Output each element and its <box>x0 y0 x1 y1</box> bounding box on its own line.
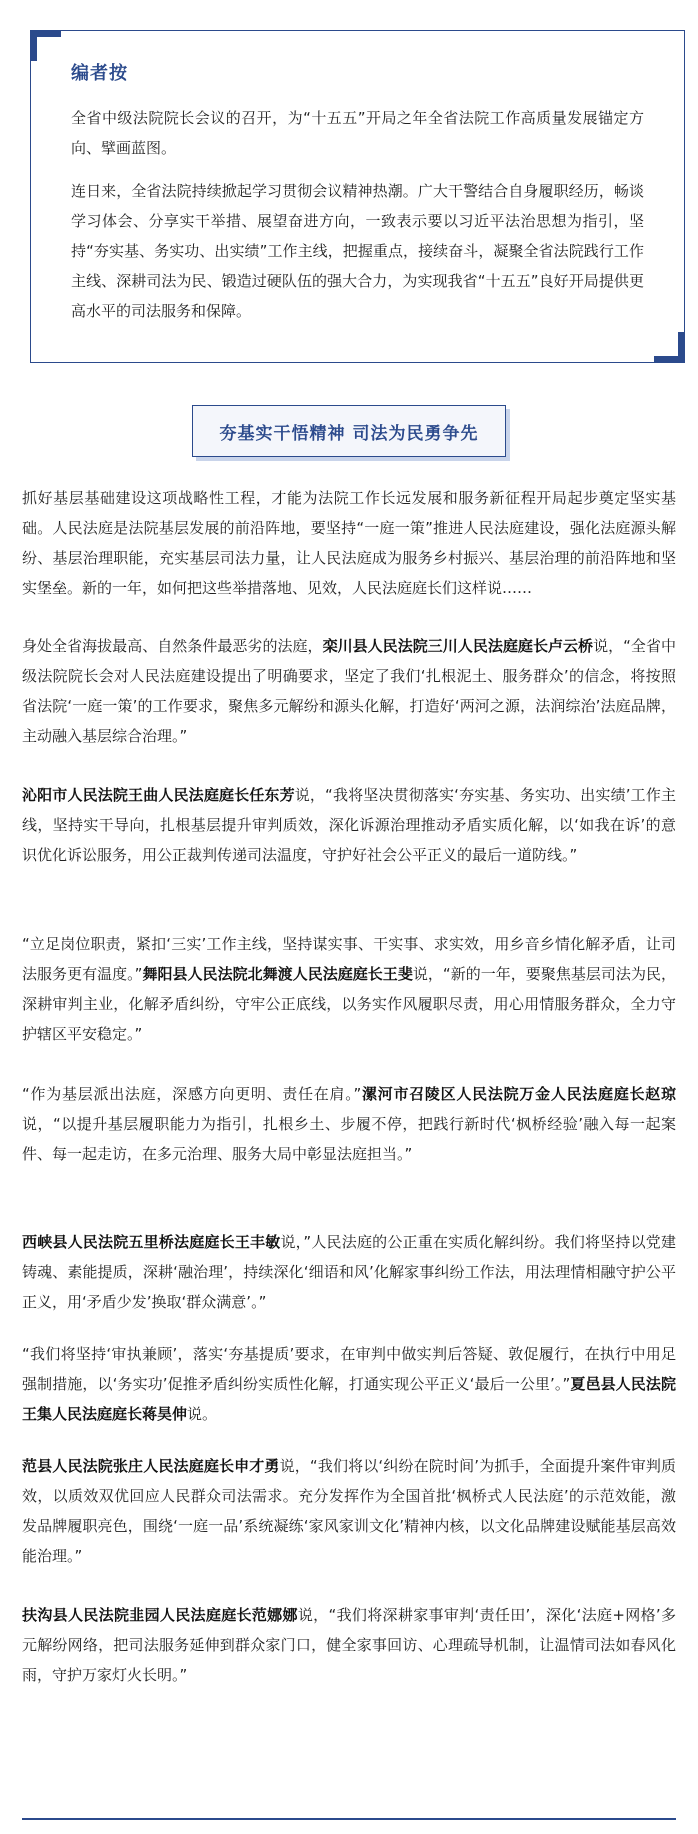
judge-name: 扶沟县人民法院韭园人民法庭庭长范娜娜 <box>22 1606 298 1624</box>
editor-note-paragraph: 全省中级法院院长会议的召开，为“十五五”开局之年全省法院工作高质量发展锚定方向、擘画蓝图。 <box>71 109 644 157</box>
quote-paragraph <box>22 631 676 751</box>
quote-paragraph <box>22 1339 676 1429</box>
quote-text: 说，“我们将以‘纠纷在院时间’为抓手，全面提升案件审判质效，以质效双优回应人民群众司法需求。充分发挥作为全国首批‘枫桥式人民法庭’的示范效能，激发品牌履职亮色，围绕‘一庭一品’系统凝练‘家风家训文化’精神内核，以文化品牌建设赋能基层高效能治理。” <box>22 1457 676 1565</box>
quote-paragraph <box>22 929 676 1049</box>
corner-decoration-bottom-right <box>654 332 684 362</box>
intro-paragraph: 抓好基层基础建设这项战略性工程，才能为法院工作长远发展和服务新征程开局起步奠定坚实基础。人民法庭是法院基层发展的前沿阵地，要坚持“一庭一策”推进人民法庭建设，强化法庭源头解纷、基层治理职能，充实基层司法力量，让人民法庭成为服务乡村振兴、基层治理的前沿阵地和坚实堡垒。新的一年，如何把这些举措落地、见效，人民法庭庭长们这样说…… <box>22 489 676 597</box>
judge-name: 舞阳县人民法院北舞渡人民法庭庭长王斐 <box>142 965 413 983</box>
quote-text: 说。 <box>187 1405 218 1423</box>
quote-text: 说，”人民法庭的公正重在实质化解纠纷。我们将坚持以党建铸魂、素能提质，深耕‘融治理’，持续深化‘细语和风’化解家事纠纷工作法，用法理情相融守护公平正义，用‘矛盾少发’换取‘群众满意’。” <box>22 1233 676 1311</box>
judge-name: 西峡县人民法院五里桥法庭庭长王丰敏 <box>22 1233 281 1251</box>
quote-lead-text: “我们将坚持‘审执兼顾’，落实‘夯基提质’要求，在审判中做实判后答疑、敦促履行，在执行中用足强制措施，以‘务实功’促推矛盾纠纷实质性化解，打通实现公平正义‘最后一公里’。” <box>22 1345 676 1393</box>
quote-paragraph <box>22 1079 676 1169</box>
quote-paragraph <box>22 1600 676 1690</box>
quote-paragraph <box>22 780 676 870</box>
judge-name: 漯河市召陵区人民法院万金人民法庭庭长赵琼 <box>361 1085 676 1103</box>
editor-note-title: 编者按 <box>71 63 128 84</box>
judge-name: 夏邑县人民法院王集人民法庭庭长蒋昊伸 <box>22 1375 676 1423</box>
quote-text: 说，“全省中级法院院长会对人民法庭建设提出了明确要求，坚定了我们‘扎根泥土、服务群众’的信念，将按照省法院‘一庭一策’的工作要求，聚焦多元解纷和源头化解，打造好‘两河之源，法润综治’法庭品牌，主动融入基层综合治理。” <box>22 637 676 745</box>
quote-paragraph <box>22 1451 676 1571</box>
quote-lead-text: “立足岗位职责，紧扣‘三实’工作主线，坚持谋实事、干实事、求实效，用乡音乡情化解矛盾，让司法服务更有温度。” <box>22 935 676 983</box>
judge-name: 范县人民法院张庄人民法庭庭长申才勇 <box>22 1457 280 1475</box>
editor-note-box <box>30 30 685 363</box>
quote-text: 说，“以提升基层履职能力为指引，扎根乡土、步履不停，把践行新时代‘枫桥经验’融入每一起案件、每一起走访，在多元治理、服务大局中彰显法庭担当。” <box>22 1115 676 1163</box>
quote-lead-text: “作为基层派出法庭，深感方向更明、责任在肩。” <box>22 1085 362 1103</box>
editor-note-paragraph: 连日来，全省法院持续掀起学习贯彻会议精神热潮。广大干警结合自身履职经历，畅谈学习体会、分享实干举措、展望奋进方向，一致表示要以习近平法治思想为指引，坚持“夯实基、务实功、出实绩”工作主线，把握重点，接续奋斗，凝聚全省法院践行工作主线、深耕司法为民、锻造过硬队伍的强大合力，为实现我省“十五五”良好开局提供更高水平的司法服务和保障。 <box>71 182 644 320</box>
quote-text: 说，“我们将深耕家事审判‘责任田’，深化‘法庭+网格’多元解纷网络，把司法服务延伸到群众家门口，健全家事回访、心理疏导机制，让温情司法如春风化雨，守护万家灯火长明。” <box>22 1606 676 1684</box>
bottom-divider <box>22 1818 676 1820</box>
section-title: 夯基实干悟精神 司法为民勇争先 <box>192 405 506 457</box>
quote-lead-text: 身处全省海拔最高、自然条件最恶劣的法庭， <box>22 637 323 655</box>
quote-text: 说，“我将坚决贯彻落实‘夯实基、务实功、出实绩’工作主线，坚持实干导向，扎根基层提升审判质效，深化诉源治理推动矛盾实质化解，以‘如我在诉’的意识优化诉讼服务，用公正裁判传递司法温度，守护好社会公平正义的最后一道防线。” <box>22 786 676 864</box>
quote-text: 说，“新的一年，要聚焦基层司法为民，深耕审判主业，化解矛盾纠纷，守牢公正底线，以务实作风履职尽责，用心用情服务群众，全力守护辖区平安稳定。” <box>22 965 676 1043</box>
corner-decoration-top-left <box>31 31 61 61</box>
judge-name: 栾川县人民法院三川人民法庭庭长卢云桥 <box>322 637 594 655</box>
judge-name: 沁阳市人民法院王曲人民法庭庭长任东芳 <box>22 786 295 804</box>
quote-paragraph <box>22 1227 676 1317</box>
